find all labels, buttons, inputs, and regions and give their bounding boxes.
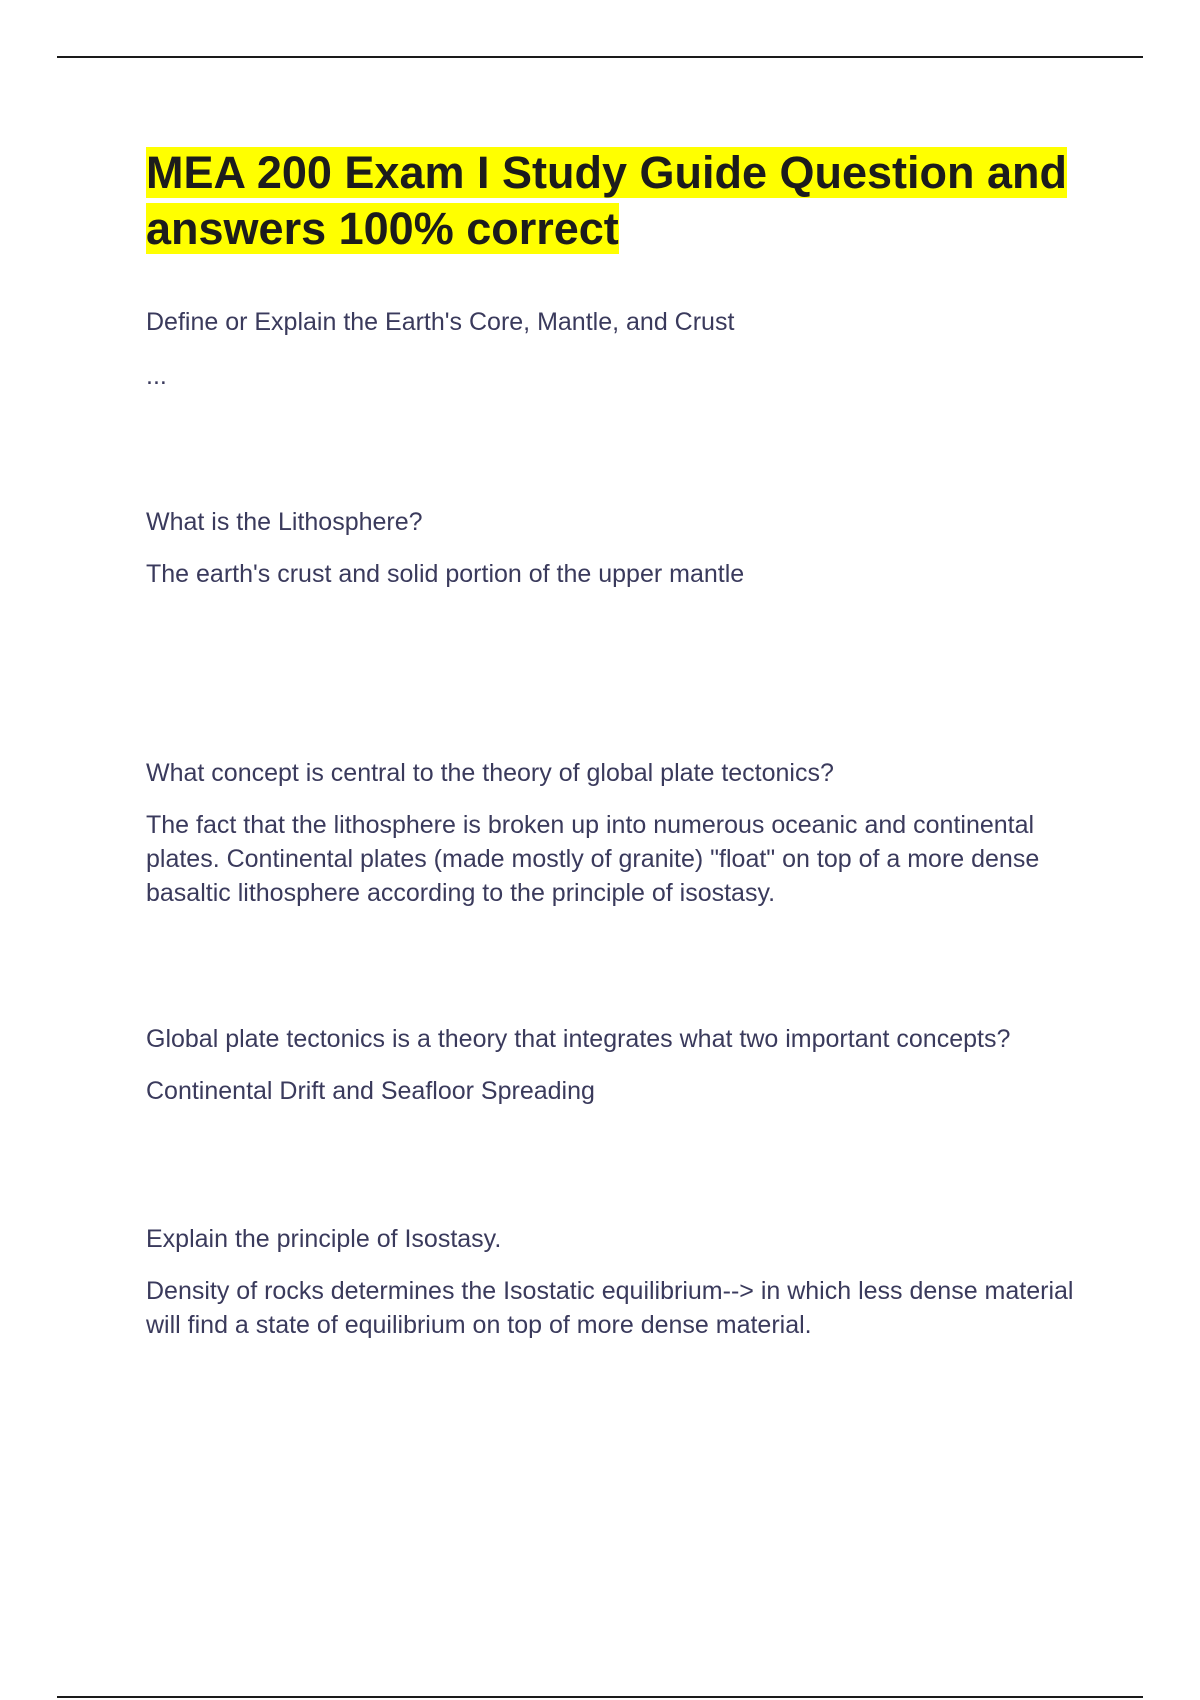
question-text: Define or Explain the Earth's Core, Mantle, and Crust [146, 308, 735, 336]
question-text: Global plate tectonics is a theory that integrates what two important concepts? [146, 1025, 1011, 1053]
qa-item [146, 307, 1106, 393]
qa-item [146, 507, 1106, 591]
question-text: Explain the principle of Isostasy. [146, 1225, 502, 1253]
question-text: What is the Lithosphere? [146, 508, 423, 536]
footer-rule [57, 1696, 1143, 1698]
document-header [146, 145, 1096, 257]
answer-text: Density of rocks determines the Isostatic equilibrium--> in which less dense material will find a state of equilibrium on top of more dense material. [146, 1277, 1074, 1339]
header-rule [57, 56, 1143, 58]
answer-text: ... [146, 362, 167, 390]
question-text: What concept is central to the theory of global plate tectonics? [146, 759, 834, 787]
title-highlight: MEA 200 Exam I Study Guide Question and answers 100% correct [146, 147, 1068, 254]
qa-item [146, 1224, 1106, 1342]
answer-text: The fact that the lithosphere is broken up into numerous oceanic and continental plates. Continental plates (made mostly of granite) "float" on top of a more dense basaltic lithosphere according to the principle of isostasy. [146, 811, 1040, 907]
qa-item [146, 758, 1106, 910]
qa-item [146, 1024, 1106, 1108]
document-title [146, 145, 1096, 257]
answer-text: Continental Drift and Seafloor Spreading [146, 1077, 595, 1105]
answer-text: The earth's crust and solid portion of the upper mantle [146, 560, 745, 588]
